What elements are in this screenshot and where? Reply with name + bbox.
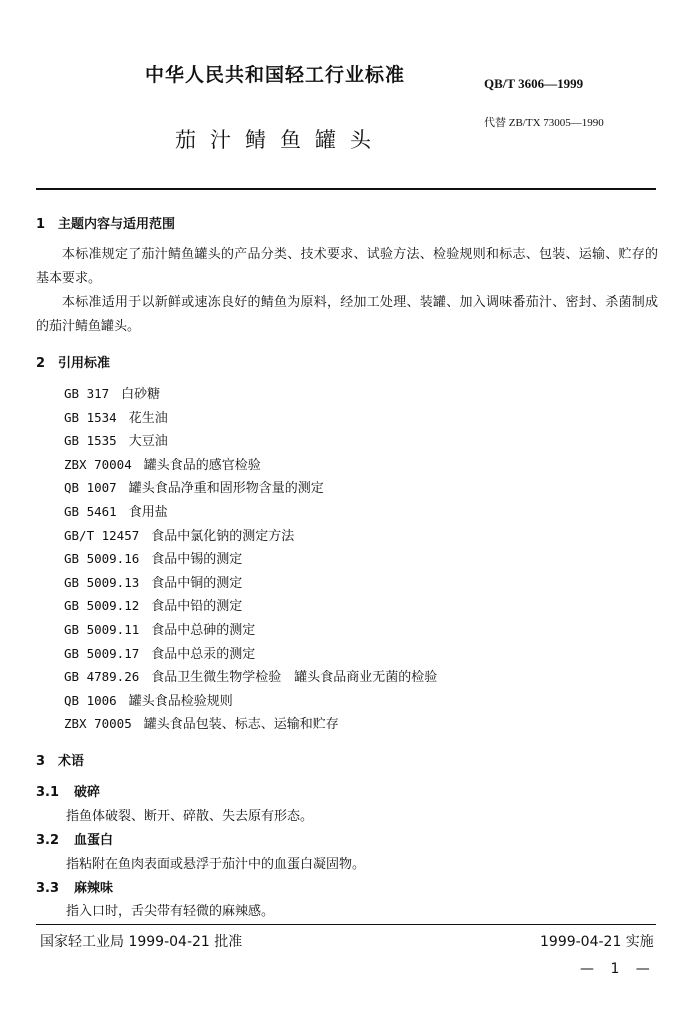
list-item <box>64 406 437 430</box>
section-number: 1 <box>36 217 46 232</box>
list-item <box>64 689 437 713</box>
section-3-heading <box>36 750 84 769</box>
ref-code: GB 4789.26 <box>64 669 140 685</box>
ref-code: GB 5461 <box>64 503 117 519</box>
term-3-1-heading <box>36 781 100 800</box>
ref-code: GB 5009.16 <box>64 551 140 567</box>
section-number: 2 <box>36 356 46 371</box>
list-item <box>64 453 437 477</box>
ref-code: QB 1006 <box>64 692 117 708</box>
ref-code: GB 1535 <box>64 433 117 449</box>
list-item <box>64 429 437 453</box>
term-3-3-heading <box>36 877 113 896</box>
section-title: 引用标准 <box>58 356 111 371</box>
term-number: 3.3 <box>36 881 60 896</box>
section-title: 主题内容与适用范围 <box>58 217 176 232</box>
ref-code: GB 317 <box>64 386 110 401</box>
footer-rule <box>36 924 656 925</box>
ref-title: 食品中总砷的测定 <box>151 622 256 638</box>
ref-title: 食品中锡的测定 <box>151 552 243 568</box>
list-item <box>64 618 437 642</box>
ref-title: 罐头食品包装、标志、运输和贮存 <box>143 717 339 733</box>
term-3-1-definition: 指鱼体破裂、断开、碎散、失去原有形态。 <box>66 809 314 824</box>
ref-code: ZBX 70005 <box>64 716 132 732</box>
list-item <box>64 524 437 548</box>
list-item <box>64 500 437 524</box>
section-1-heading <box>36 213 175 232</box>
ref-title: 食用盐 <box>128 504 168 520</box>
ref-title: 花生油 <box>128 410 168 426</box>
section-1-paragraph-1: 本标准规定了茄汁鲭鱼罐头的产品分类、技术要求、试验方法、检验规则和标志、包装、运输、贮存的基本要求。 <box>36 247 658 286</box>
ref-code: GB 5009.17 <box>64 645 140 661</box>
ref-title: 白砂糖 <box>121 387 161 402</box>
issuer-title: 中华人民共和国轻工行业标准 <box>145 64 406 86</box>
list-item <box>64 594 437 618</box>
term-number: 3.2 <box>36 833 60 848</box>
term-3-2-heading <box>36 829 113 848</box>
standard-code: QB/T 3606—1999 <box>484 76 584 91</box>
document-title: 茄汁鲭鱼罐头 <box>175 128 385 152</box>
ref-code: GB 5009.12 <box>64 598 140 614</box>
list-item <box>64 571 437 595</box>
ref-title: 食品中铜的测定 <box>151 575 243 591</box>
ref-title: 食品中氯化钠的测定方法 <box>151 528 295 544</box>
list-item <box>64 712 437 736</box>
ref-title: 罐头食品检验规则 <box>128 693 233 709</box>
section-title: 术语 <box>58 754 85 769</box>
term-3-2-definition: 指粘附在鱼肉表面或悬浮于茄汁中的血蛋白凝固物。 <box>66 857 366 872</box>
term-3-3-definition: 指入口时，舌尖带有轻微的麻辣感。 <box>66 904 275 919</box>
section-number: 3 <box>36 754 46 769</box>
ref-code: GB 5009.11 <box>64 621 140 637</box>
reference-list <box>64 382 437 736</box>
list-item <box>64 665 437 689</box>
replaces-standard: 代替 ZB/TX 73005—1990 <box>484 117 604 129</box>
term-name: 血蛋白 <box>74 833 114 848</box>
ref-code: GB 1534 <box>64 409 117 425</box>
header-rule <box>36 188 656 190</box>
list-item <box>64 642 437 666</box>
page-number: — 1 — <box>580 961 656 977</box>
ref-code: GB 5009.13 <box>64 574 140 590</box>
term-name: 破碎 <box>74 785 101 800</box>
term-name: 麻辣味 <box>74 881 114 896</box>
list-item <box>64 382 437 406</box>
ref-title: 大豆油 <box>128 434 168 450</box>
effective-date: 1999-04-21 实施 <box>540 934 654 950</box>
ref-title: 罐头食品净重和固形物含量的测定 <box>128 481 324 497</box>
section-2-heading <box>36 352 110 371</box>
ref-title: 食品中总汞的测定 <box>151 646 256 662</box>
list-item <box>64 476 437 500</box>
ref-code: QB 1007 <box>64 480 117 496</box>
section-1-paragraph-2: 本标准适用于以新鲜或速冻良好的鲭鱼为原料，经加工处理、装罐、加入调味番茄汁、密封、杀菌制成的茄汁鲭鱼罐头。 <box>36 295 658 334</box>
list-item <box>64 547 437 571</box>
ref-code: GB/T 12457 <box>64 527 140 543</box>
ref-title: 食品卫生微生物学检验 罐头食品商业无菌的检验 <box>151 670 438 686</box>
term-number: 3.1 <box>36 785 60 800</box>
ref-code: ZBX 70004 <box>64 456 132 472</box>
ref-title: 食品中铅的测定 <box>151 599 243 615</box>
approval-line: 国家轻工业局 1999-04-21 批准 <box>40 934 243 950</box>
ref-title: 罐头食品的感官检验 <box>143 457 261 473</box>
